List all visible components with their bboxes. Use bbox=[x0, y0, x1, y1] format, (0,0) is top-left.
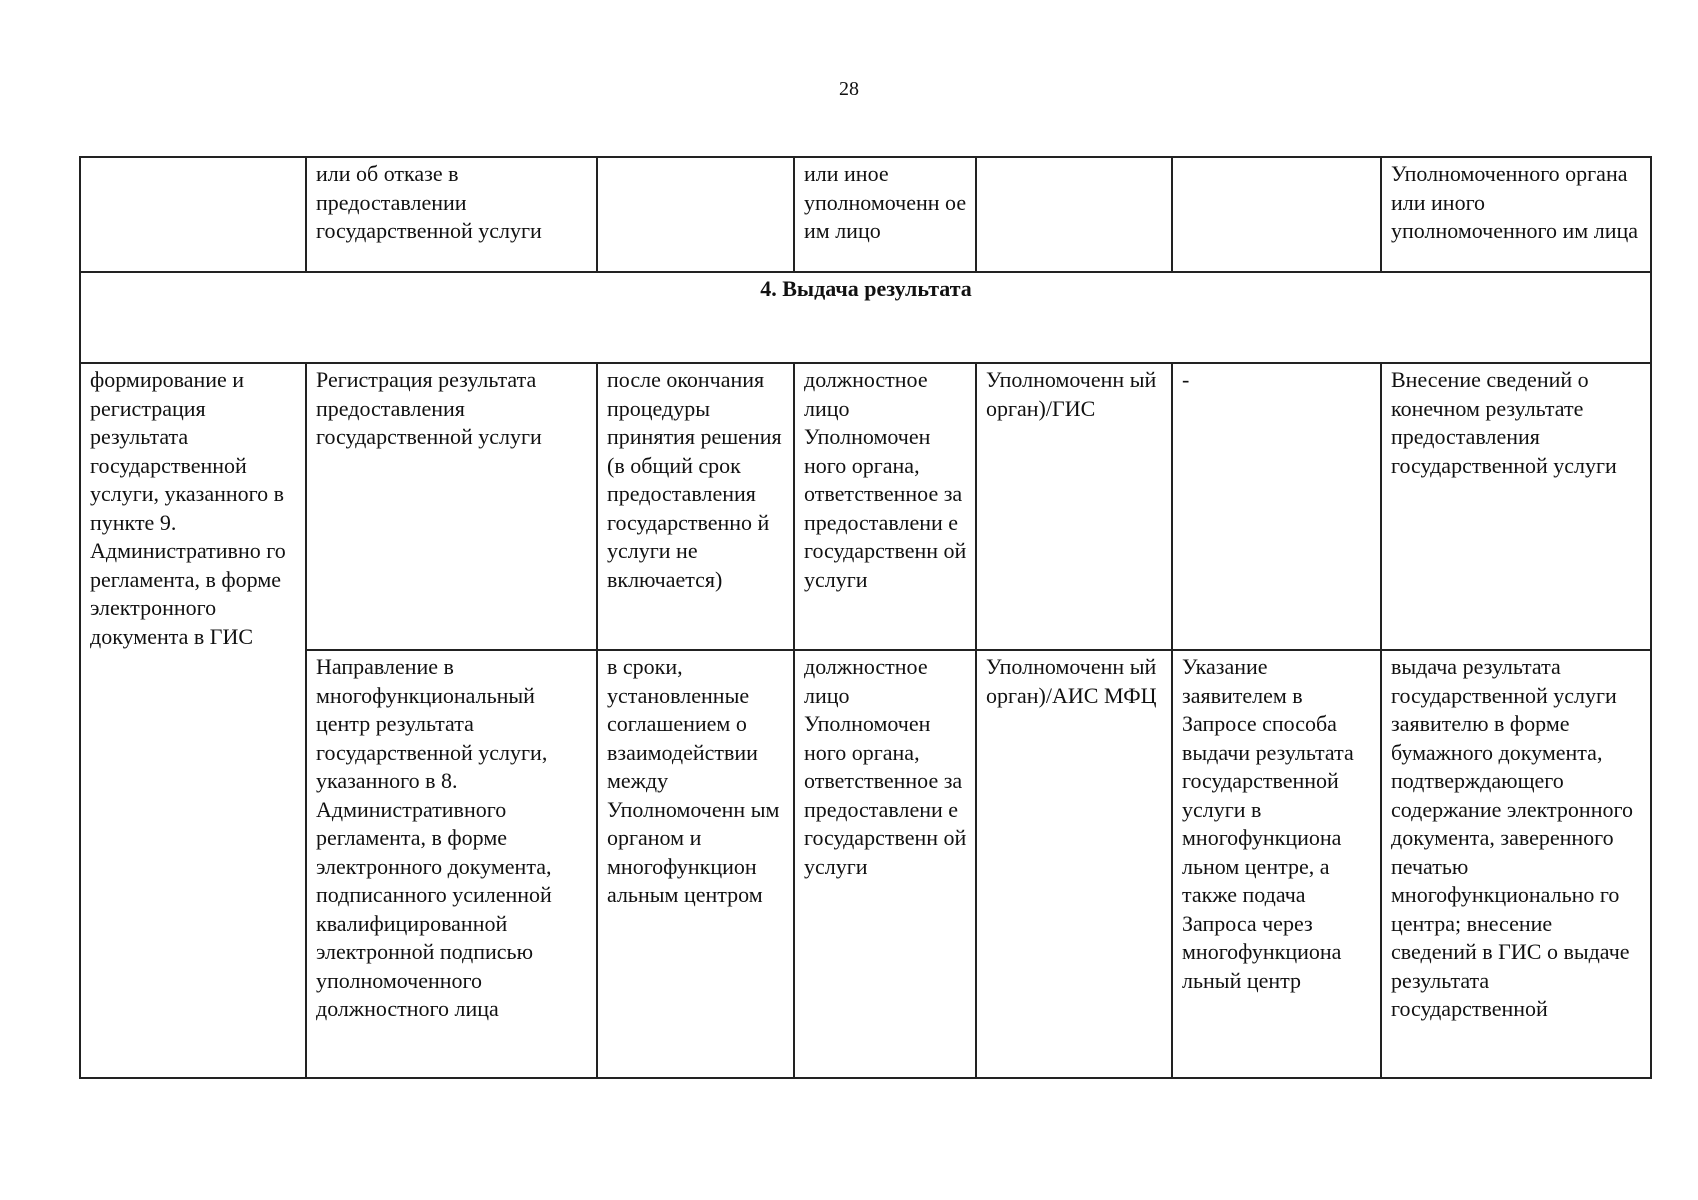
table-cell-empty bbox=[597, 157, 794, 272]
table-cell-place: Уполномоченн ый орган)/ГИС bbox=[976, 363, 1172, 650]
table-cell-criteria: - bbox=[1172, 363, 1381, 650]
table-cell-deadline: после окончания процедуры принятия решения (в общий срок предоставления государственно й услуги не включается) bbox=[597, 363, 794, 650]
table-cell-criteria: Указание заявителем в Запросе способа выдачи результата государственной услуги в многофункциона льном центре, а также подача Запроса через многофункциона льный центр bbox=[1172, 650, 1381, 1078]
table-cell-empty bbox=[80, 157, 306, 272]
section-title: 4. Выдача результата bbox=[80, 272, 1651, 363]
table-cell-action: Регистрация результата предоставления государственной услуги bbox=[306, 363, 597, 650]
table-cell-action-continued: или об отказе в предоставлении государственной услуги bbox=[306, 157, 597, 272]
table-cell-procedure-basis: формирование и регистрация результата государственной услуги, указанного в пункте 9. Административно го регламента, в форме электронного документа в ГИС bbox=[80, 363, 306, 1078]
table-cell-empty bbox=[1172, 157, 1381, 272]
table-row-continued bbox=[80, 157, 1651, 272]
table-cell-result: выдача результата государственной услуги заявителю в форме бумажного документа, подтверждающего содержание электронного документа, заверенного печатью многофункционально го центра; внесение сведений в ГИС о выдаче результата государственной bbox=[1381, 650, 1651, 1078]
table-cell-responsible: должностное лицо Уполномочен ного органа, ответственное за предоставлени е государственн ой услуги bbox=[794, 363, 976, 650]
table-row-registration bbox=[80, 363, 1651, 650]
section-heading-row bbox=[80, 272, 1651, 363]
table-cell-responsible: должностное лицо Уполномочен ного органа, ответственное за предоставлени е государственн ой услуги bbox=[794, 650, 976, 1078]
page-number: 28 bbox=[839, 78, 859, 100]
table-cell-result: Внесение сведений о конечном результате предоставления государственной услуги bbox=[1381, 363, 1651, 650]
table-cell-responsible-continued: или иное уполномоченн ое им лицо bbox=[794, 157, 976, 272]
table-row-mfc bbox=[80, 650, 1651, 1078]
table-cell-place: Уполномоченн ый орган)/АИС МФЦ bbox=[976, 650, 1172, 1078]
procedure-table bbox=[79, 156, 1652, 1079]
table-cell-action: Направление в многофункциональный центр результата государственной услуги, указанного в 8. Административного регламента, в форме электронного документа, подписанного усиленной квалифицированной электронной подписью уполномоченного должностного лица bbox=[306, 650, 597, 1078]
table-cell-empty bbox=[976, 157, 1172, 272]
table-cell-deadline: в сроки, установленные соглашением о взаимодействии между Уполномоченн ым органом и многофункцион альным центром bbox=[597, 650, 794, 1078]
table-cell-result-continued: Уполномоченного органа или иного уполномоченного им лица bbox=[1381, 157, 1651, 272]
